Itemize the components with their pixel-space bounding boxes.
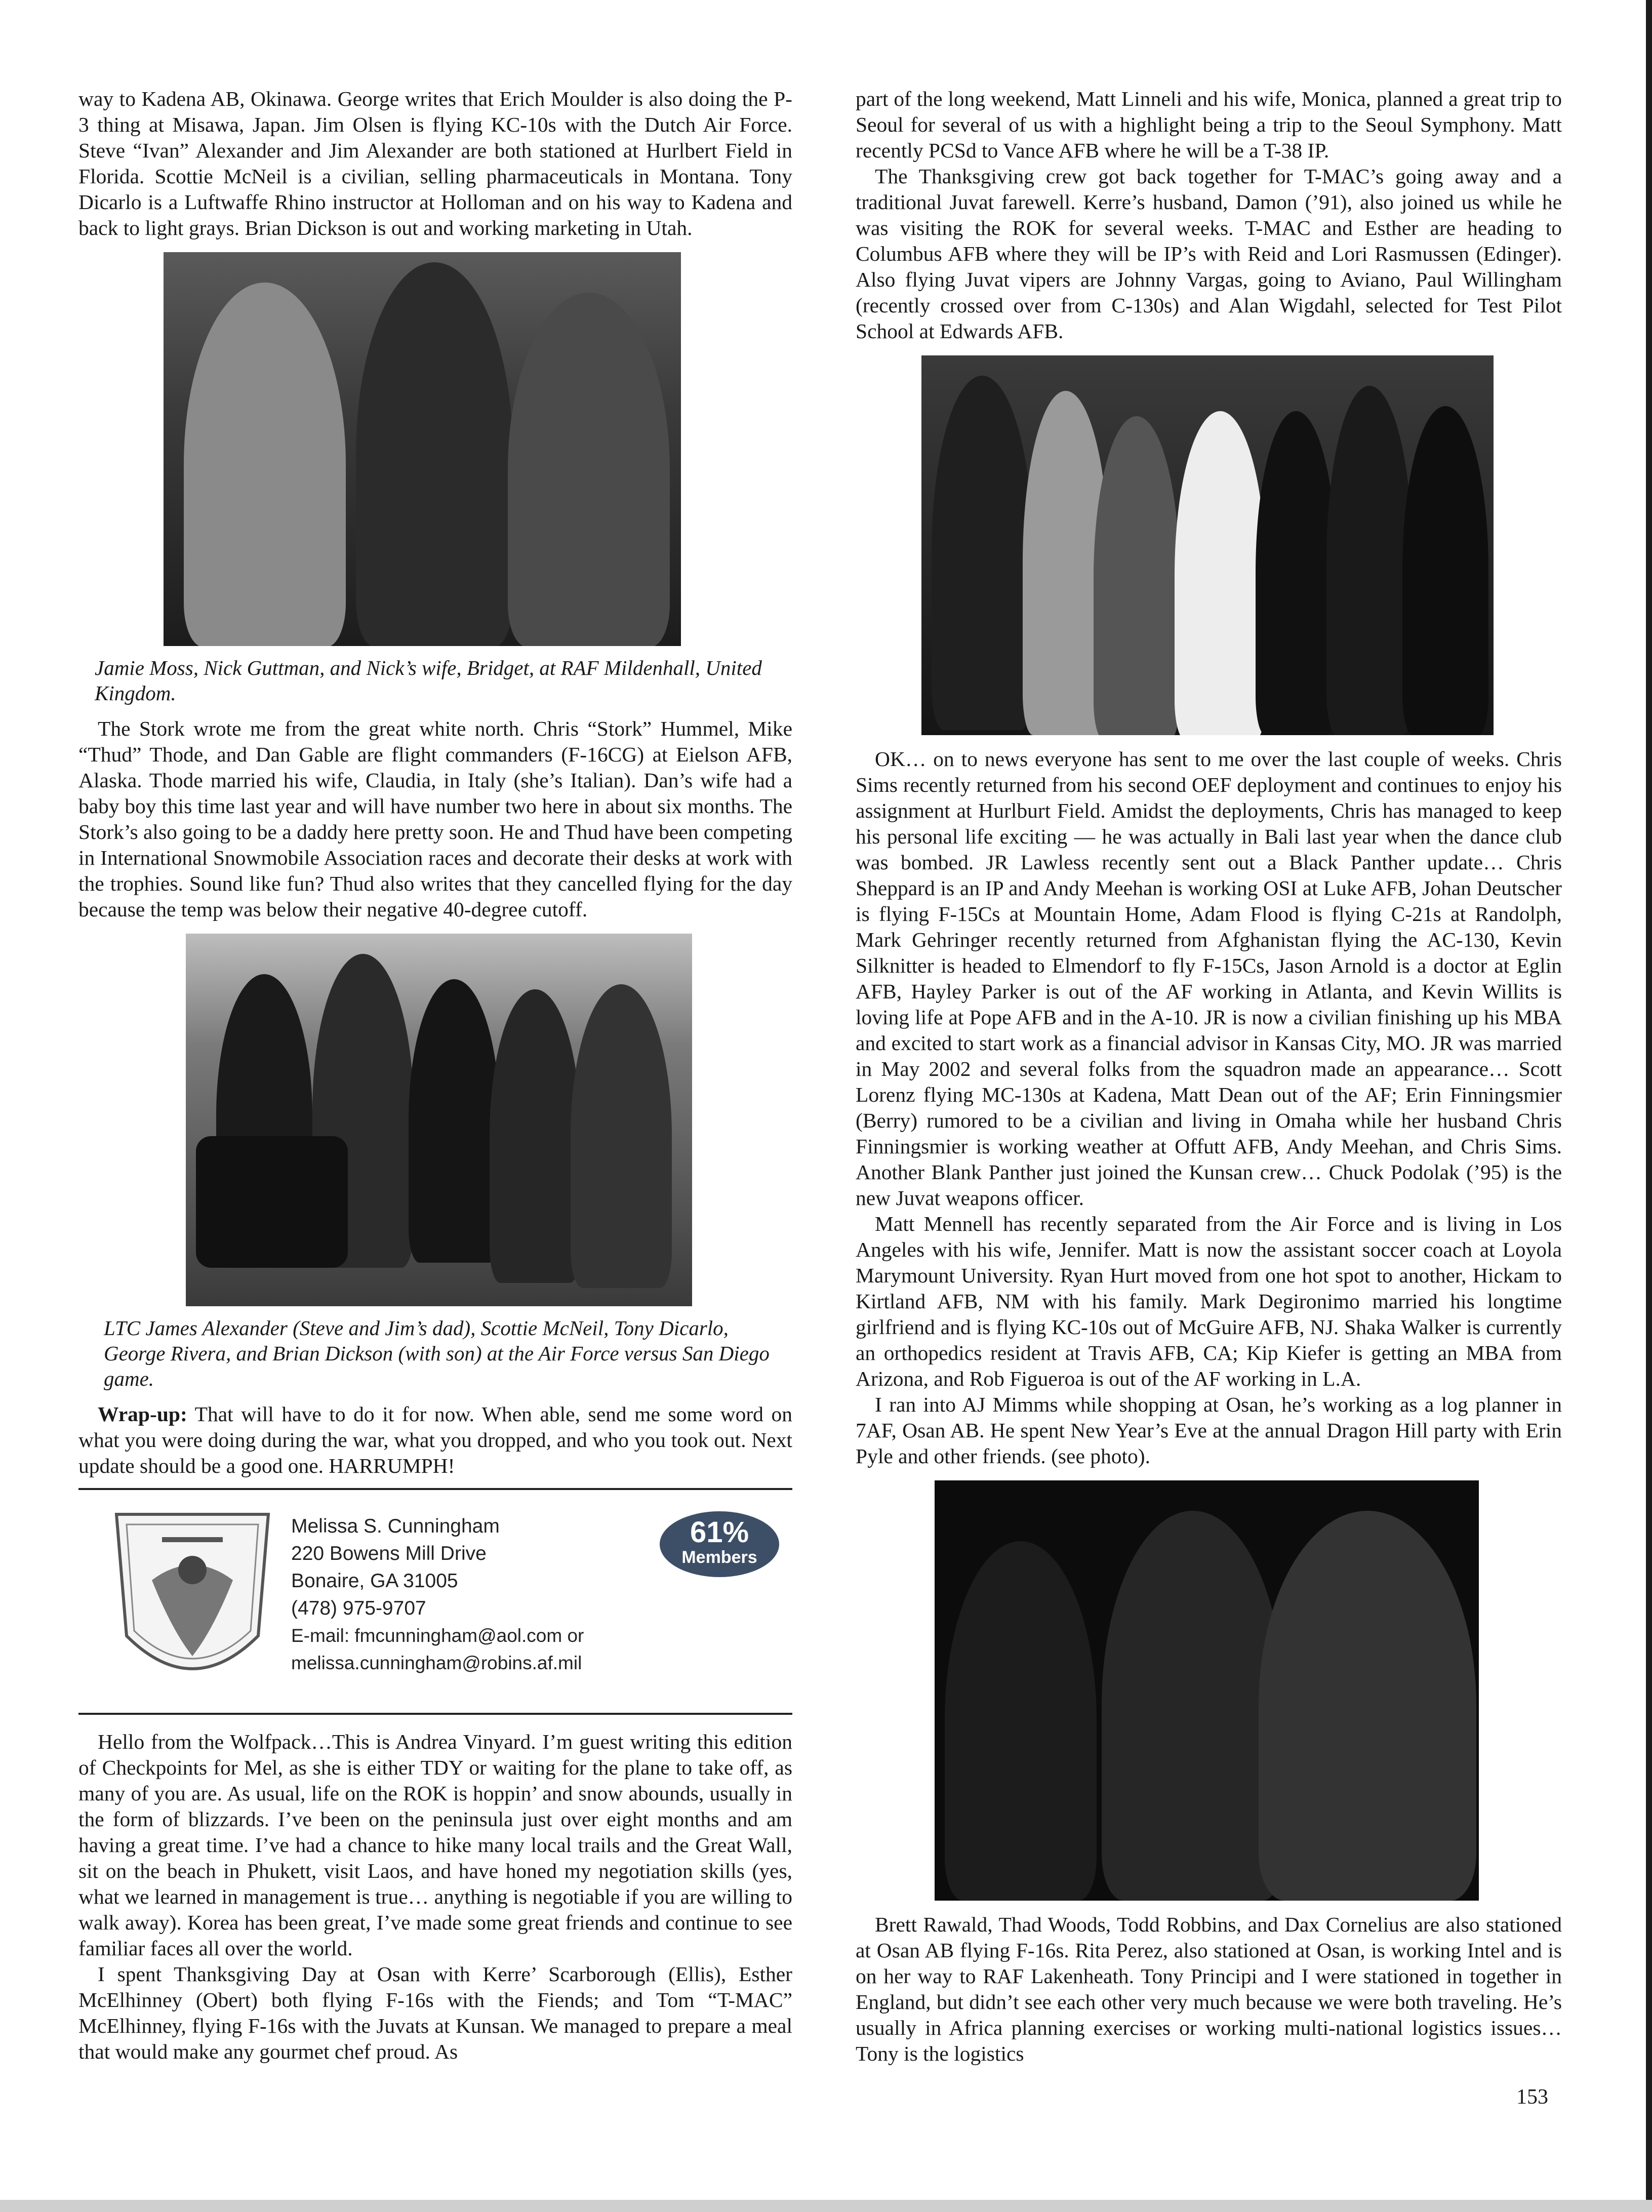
contact-street: 220 Bowens Mill Drive xyxy=(291,1543,487,1564)
wrap-up-text: That will have to do it for now. When able, send me some word on what you were doing during the war, what you dropped, and who you took out. Next update should be a good one. HARRUMPH! xyxy=(78,1402,792,1477)
contact-city: Bonaire, GA 31005 xyxy=(291,1570,458,1592)
wrap-up-label: Wrap-up: xyxy=(98,1402,187,1426)
members-label: Members xyxy=(681,1548,757,1567)
left-column xyxy=(78,86,792,2065)
photo-thanksgiving-crew xyxy=(921,355,1494,735)
right-paragraph-6: Brett Rawald, Thad Woods, Todd Robbins, and Dax Cornelius are also stationed at Osan AB flying F-16s. Rita Perez, also stationed at Osan, is working Intel and is on her way to RAF Lakenheath. Tony Principi and I were stationed in together in England, but didn’t see each other very much because we were both traveling. He’s usually in Africa planning exercises or working multi-national logistics issues…Tony is the logistics xyxy=(856,1913,1562,2065)
right-paragraph-3: OK… on to news everyone has sent to me over the last couple of weeks. Chris Sims recently returned from his second OEF deployment and continues to enjoy his assignment at Hurlburt Field. Amidst the deployments, Chris has managed to keep his personal life exciting — he was actually in Bali last year when the dance club was bombed. JR Lawless recently sent out a Black Panther update… Chris Sheppard is an IP and Andy Meehan is working OSI at Luke AFB, Johan Deutscher is flying F-15Cs at Mountain Home, Adam Flood is flying C-21s at Randolph, Mark Gehringer recently returned from Afghanistan flying the AC-130, Kevin Silknitter is headed to Elmendorf to fly F-15Cs, Jason Arnold is a doctor at Eglin AFB, Hayley Parker is out of the AF working in Atlanta, and Kevin Willits is loving life at Pope AFB and in the A-10. JR is now a civilian finishing up his MBA and excited to start work as a financial advisor in Kansas City, MO. JR was married in May 2002 and several folks from the squadron made an appearance… Scott Lorenz flying MC-130s at Kadena, Matt Dean out of the AF; Erin Finningsmier (Berry) rumored to be a civilian and living in Omaha while her husband Chris Finningsmier is working weather at Offutt AFB, Andy Meehan, and Chris Sims. Another Blank Panther just joined the Kunsan crew… Chuck Podolak (’95) is the new Juvat weapons officer. xyxy=(856,747,1562,1210)
contact-phone: (478) 975-9707 xyxy=(291,1597,426,1619)
left-paragraph-1: way to Kadena AB, Okinawa. George writes that Erich Moulder is also doing the P-3 thing at Misawa, Japan. Jim Olsen is flying KC-10s with the Dutch Air Force. Steve “Ivan” Alexander and Jim Alexander are both stationed at Hurlbert Field in Florida. Scottie McNeil is a civilian, selling pharmaceuticals in Montana. Tony Dicarlo is a Luftwaffe Rhino instructor at Holloman and on his way to Kadena and back to light grays. Brian Dickson is out and working marketing in Utah. xyxy=(78,87,792,239)
contact-address xyxy=(291,1513,584,1677)
caption-photo-2: LTC James Alexander (Steve and Jim’s dad), Scottie McNeil, Tony Dicarlo, George Rivera, and Brian Dickson (with son) at the Air Force versus San Diego game. xyxy=(104,1316,770,1390)
scan-edge xyxy=(1646,0,1652,2212)
left-paragraph-2: The Stork wrote me from the great white north. Chris “Stork” Hummel, Mike “Thud” Thode, and Dan Gable are flight commanders (F-16CG) at Eielson AFB, Alaska. Thode married his wife, Claudia, in Italy (she’s Italian). Dan’s wife had a baby boy this time last year and will have number two here in about six months. The Stork’s also going to be a daddy here pretty soon. He and Thud have been competing in International Snowmobile Association races and decorate their desks at work with the trophies. Sound like fun? Thud also writes that they cancelled flying for the day because the temp was below their negative 40-degree cutoff. xyxy=(78,717,792,921)
right-paragraph-1: part of the long weekend, Matt Linneli and his wife, Monica, planned a great trip to Seoul for several of us with a highlight being a trip to the Seoul Symphony. Matt recently PCSd to Vance AFB where he will be a T-38 IP. xyxy=(856,87,1562,162)
class-crest-icon xyxy=(111,1504,273,1702)
caption-photo-1: Jamie Moss, Nick Guttman, and Nick’s wife, Bridget, at RAF Mildenhall, United Kingdom. xyxy=(95,656,762,705)
right-paragraph-4: Matt Mennell has recently separated from the Air Force and is living in Los Angeles with his wife, Jennifer. Matt is now the assistant soccer coach at Loyola Marymount University. Ryan Hurt moved from one hot spot to another, Hickam to Kirtland AFB, NM with his family. Mark Degironimo married his longtime girlfriend and is flying KC-10s out of McGuire AFB, NJ. Shaka Walker is currently an orthopedics resident at Travis AFB, CA; Kip Kiefer is getting an MBA from Arizona, and Rob Figueroa is out of the AF working in L.A. xyxy=(856,1212,1562,1390)
contact-block xyxy=(78,1490,792,1713)
contact-email-1: E-mail: fmcunningham@aol.com or xyxy=(291,1625,584,1646)
contact-email-2: melissa.cunningham@robins.af.mil xyxy=(291,1653,582,1673)
right-paragraph-5: I ran into AJ Mimms while shopping at Osan, he’s working as a log planner in 7AF, Osan AB. He spent New Year’s Eve at the annual Dragon Hill party with Erin Pyle and other friends. (see photo). xyxy=(856,1393,1562,1468)
contact-bottom-rule xyxy=(78,1713,792,1715)
scan-bottom-edge xyxy=(0,2200,1652,2212)
left-paragraph-3: Hello from the Wolfpack…This is Andrea Vinyard. I’m guest writing this edition of Checkpoints for Mel, as she is either TDY or waiting for the plane to take off, as many of you are. As usual, life on the ROK is hoppin’ and snow abounds, usually in the form of blizzards. I’ve been on the peninsula just over eight months and am having a great time. I’ve had a chance to hike many local trails and the Great Wall, sit on the beach in Phukett, visit Laos, and have honed my negotiation skills (yes, what we learned in management is true… anything is negotiable if you are willing to walk away). Korea has been great, I’ve made some great friends and continue to see familiar faces all over the world. xyxy=(78,1730,792,1960)
photo-three-people-mildenhall xyxy=(164,252,681,646)
photo-air-force-game xyxy=(186,934,692,1306)
left-paragraph-4: I spent Thanksgiving Day at Osan with Kerre’ Scarborough (Ellis), Esther McElhinney (Obert) both flying F-16s with the Fiends; and Tom “T-MAC” McElhinney, flying F-16s with the Juvats at Kunsan. We managed to prepare a meal that would make any gourmet chef proud. As xyxy=(78,1962,792,2063)
members-badge xyxy=(660,1511,779,1577)
right-column xyxy=(856,86,1562,2067)
members-percent: 61% xyxy=(690,1516,749,1549)
right-paragraph-2: The Thanksgiving crew got back together for T-MAC’s going away and a traditional Juvat farewell. Kerre’s husband, Damon (’91), also joined us while he was visiting the ROK for several weeks. T-MAC and Esther are heading to Columbus AFB where they will be IP’s with Reid and Lori Rasmussen (Edinger). Also flying Juvat vipers are Johnny Vargas, going to Aviano, Paul Willingham (recently crossed over from C-130s) and Alan Wigdahl, selected for Test Pilot School at Edwards AFB. xyxy=(856,165,1562,343)
photo-dragon-hill-party xyxy=(935,1480,1479,1901)
page-number: 153 xyxy=(1516,2085,1548,2109)
wrap-up-paragraph xyxy=(78,1401,792,1479)
contact-name: Melissa S. Cunningham xyxy=(291,1515,500,1537)
